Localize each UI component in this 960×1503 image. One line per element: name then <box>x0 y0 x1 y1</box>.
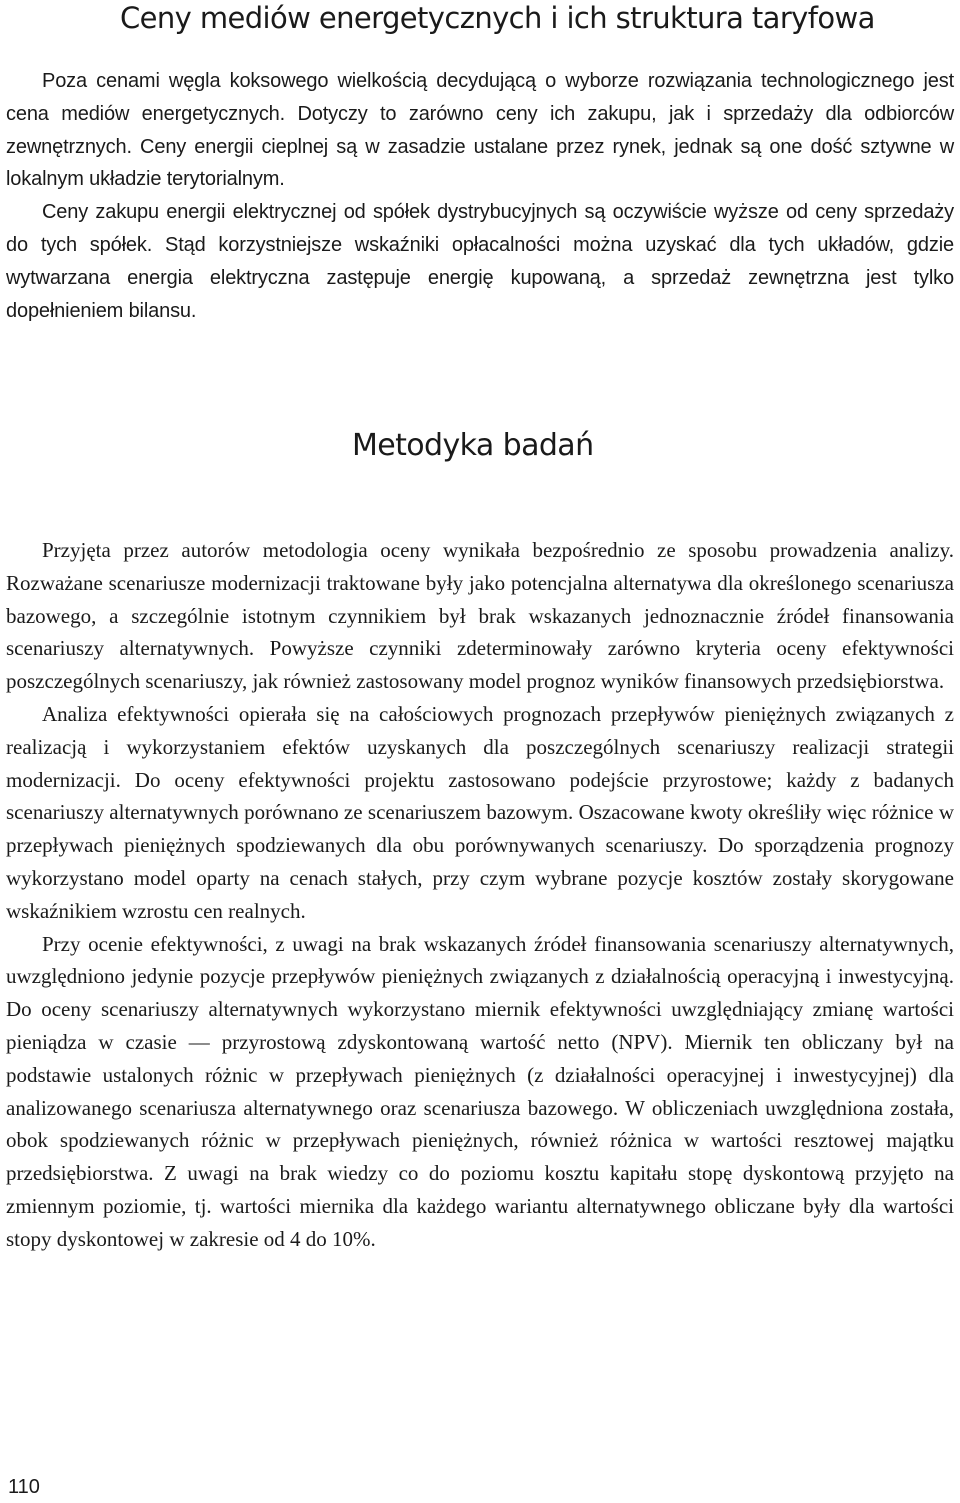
section-title-energy-prices: Ceny mediów energetycznych i ich struktura taryfowa <box>120 1 875 35</box>
section-body-methodology <box>6 534 954 1256</box>
paragraph: Poza cenami węgla koksowego wielkością decydującą o wyborze rozwiązania technologicznego jest cena mediów energetycznych. Dotyczy to zarówno ceny ich zakupu, jak i sprzedaży dla odbiorców zewnętrznych. Ceny energii cieplnej są w zasadzie ustalane przez rynek, jednak są one dość sztywne w lokalnym układzie terytorialnym. <box>6 70 954 191</box>
section-title-methodology: Metodyka badań <box>352 428 594 463</box>
paragraph: Przy ocenie efektywności, z uwagi na brak wskazanych źródeł finansowania scenariuszy alternatywnych, uwzględniono jedynie pozycje przepływów pieniężnych związanych z działalnością operacyjną i inwestycyjną. Do oceny scenariuszy alternatywnych wykorzystano miernik efektywności uwzględniający zmianę wartości pieniądza w czasie — przyrostową zdyskontowaną wartość netto (NPV). Miernik ten obliczany był na podstawie ustalonych różnic w przepływach pieniężnych (z działalności operacyjnej i inwestycyjnej) dla analizowanego scenariusza alternatywnego oraz scenariusza bazowego. W obliczeniach uwzględniona została, obok spodziewanych różnic w przepływach pieniężnych, również różnica w wartości resztowej majątku przedsiębiorstwa. Z uwagi na brak wiedzy co do poziomu kosztu kapitału stopę dyskontową przyjęto na zmiennym poziomie, tj. wartości miernika dla każdego wariantu alternatywnego obliczane były dla wartości stopy dyskontowej w zakresie od 4 do 10%. <box>6 931 954 1251</box>
paragraph: Przyjęta przez autorów metodologia oceny wynikała bezpośrednio ze sposobu prowadzenia analizy. Rozważane scenariusze modernizacji traktowane były jako potencjalna alternatywa dla określonego scenariusza bazowego, a szczególnie istotnym czynnikiem był brak wskazanych jednoznacznie źródeł finansowania scenariuszy alternatywnych. Powyższe czynniki zdeterminowały zarówno kryteria oceny efektywności poszczególnych scenariuszy, jak również zastosowany model prognoz wyników finansowych przedsiębiorstwa. <box>6 538 954 694</box>
section-body-energy-prices <box>6 65 954 327</box>
paragraph: Analiza efektywności opierała się na całościowych prognozach przepływów pieniężnych związanych z realizacją i wykorzystaniem efektów uzyskanych dla poszczególnych scenariuszy realizacji strategii modernizacji. Do oceny efektywności projektu zastosowano podejście przyrostowe; każdy z badanych scenariuszy alternatywnych porównano ze scenariuszem bazowym. Oszacowane kwoty określiły więc różnice w przepływach pieniężnych spodziewanych dla obu porównywanych scenariuszy. Do sporządzenia prognozy wykorzystano model oparty na cenach stałych, przy czym wybrane pozycje kosztów zostały skorygowane wskaźnikiem wzrostu cen realnych. <box>6 701 954 923</box>
page-number: 110 <box>8 1476 40 1498</box>
paragraph: Ceny zakupu energii elektrycznej od spółek dystrybucyjnych są oczywiście wyższe od ceny sprzedaży do tych spółek. Stąd korzystniejsze wskaźniki opłacalności można uzyskać dla tych układów, gdzie wytwarzana energia elektryczna zastępuje energię kupowaną, a sprzedaż zewnętrzna jest tylko dopełnieniem bilansu. <box>6 201 954 322</box>
